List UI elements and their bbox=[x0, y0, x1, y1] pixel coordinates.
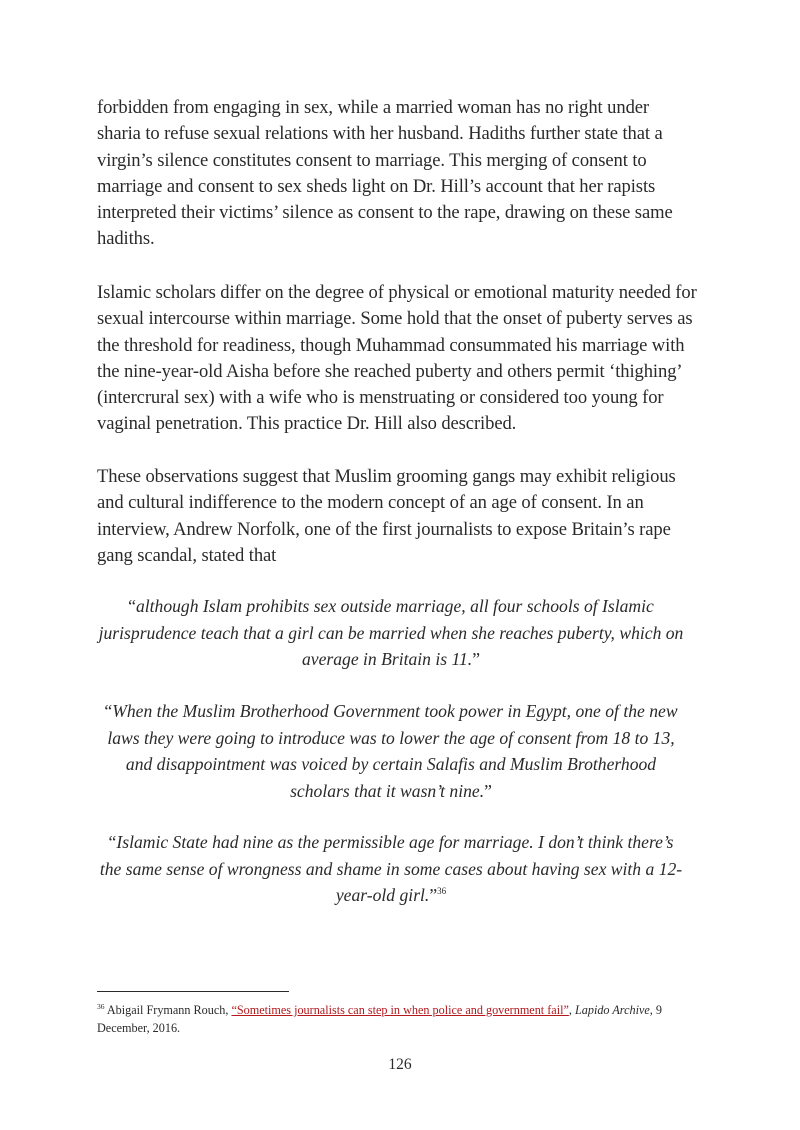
block-quote-1 bbox=[97, 593, 685, 673]
block-quote-2 bbox=[97, 698, 685, 804]
quote-open-mark: “ bbox=[108, 832, 117, 852]
quote-close-mark: ” bbox=[429, 885, 438, 905]
quote-text: When the Muslim Brotherhood Government took power in Egypt, one of the new laws they were going to introduce was to lower the age of consent from 18 to 13, and disappointment was voiced by certain Salafis and Muslim Brotherhood scholars that it wasn’t nine. bbox=[107, 701, 678, 801]
quote-open-mark: “ bbox=[104, 701, 113, 721]
body-paragraph-3: These observations suggest that Muslim grooming gangs may exhibit religious and cultural indifference to the modern concept of an age of consent. In an interview, Andrew Norfolk, one of the first journalists to expose Britain’s rape gang scandal, stated that bbox=[97, 466, 676, 566]
footnote-author: Abigail Frymann Rouch, bbox=[106, 1003, 229, 1017]
quote-open-mark: “ bbox=[128, 596, 136, 616]
body-paragraph-1: forbidden from engaging in sex, while a married woman has no right under sharia to refuse sexual relations with her husband. Hadiths further state that a virgin’s silence constitutes consent to marriage. This merging of consent to marriage and consent to sex sheds light on Dr. Hill’s account that her rapists interpreted their victims’ silence as consent to the rape, drawing on these same hadiths. bbox=[97, 97, 673, 250]
quote-text: Islamic State had nine as the permissible age for marriage. I don’t think there’s the same sense of wrongness and shame in some cases about having sex with a 12-year-old girl. bbox=[99, 832, 683, 905]
footnote-publication: Lapido Archive bbox=[574, 1003, 650, 1017]
quote-close-mark: ” bbox=[484, 780, 492, 801]
footnote-divider bbox=[97, 991, 289, 992]
body-paragraph-2: Islamic scholars differ on the degree of physical or emotional maturity needed for sexual intercourse within marriage. Some hold that the onset of puberty serves as the threshold for readiness, though Muhammad consummated his marriage with the nine-year-old Aisha before she reached puberty and others permit ‘thighing’ (intercrural sex) with a wife who is menstruating or considered too young for vaginal penetration. This practice Dr. Hill also described. bbox=[97, 282, 697, 435]
footnote-link-punctuation: , bbox=[568, 1003, 572, 1017]
footnote-date: , 9 December, 2016. bbox=[97, 1003, 662, 1035]
footnote-number: 36 bbox=[97, 1002, 105, 1011]
block-quote-3 bbox=[97, 829, 685, 909]
page-number: 126 bbox=[388, 1056, 412, 1073]
quote-close-mark: ” bbox=[472, 649, 481, 669]
footnote-reference[interactable]: 36 bbox=[437, 886, 447, 896]
footnote bbox=[97, 1001, 697, 1037]
quote-text: although Islam prohibits sex outside marriage, all four schools of Islamic jurisprudence teach that a girl can be married when she reaches puberty, which on average in Britain is 11. bbox=[98, 596, 684, 669]
footnote-source-link[interactable]: “Sometimes journalists can step in when police and government fail” bbox=[231, 1003, 569, 1017]
